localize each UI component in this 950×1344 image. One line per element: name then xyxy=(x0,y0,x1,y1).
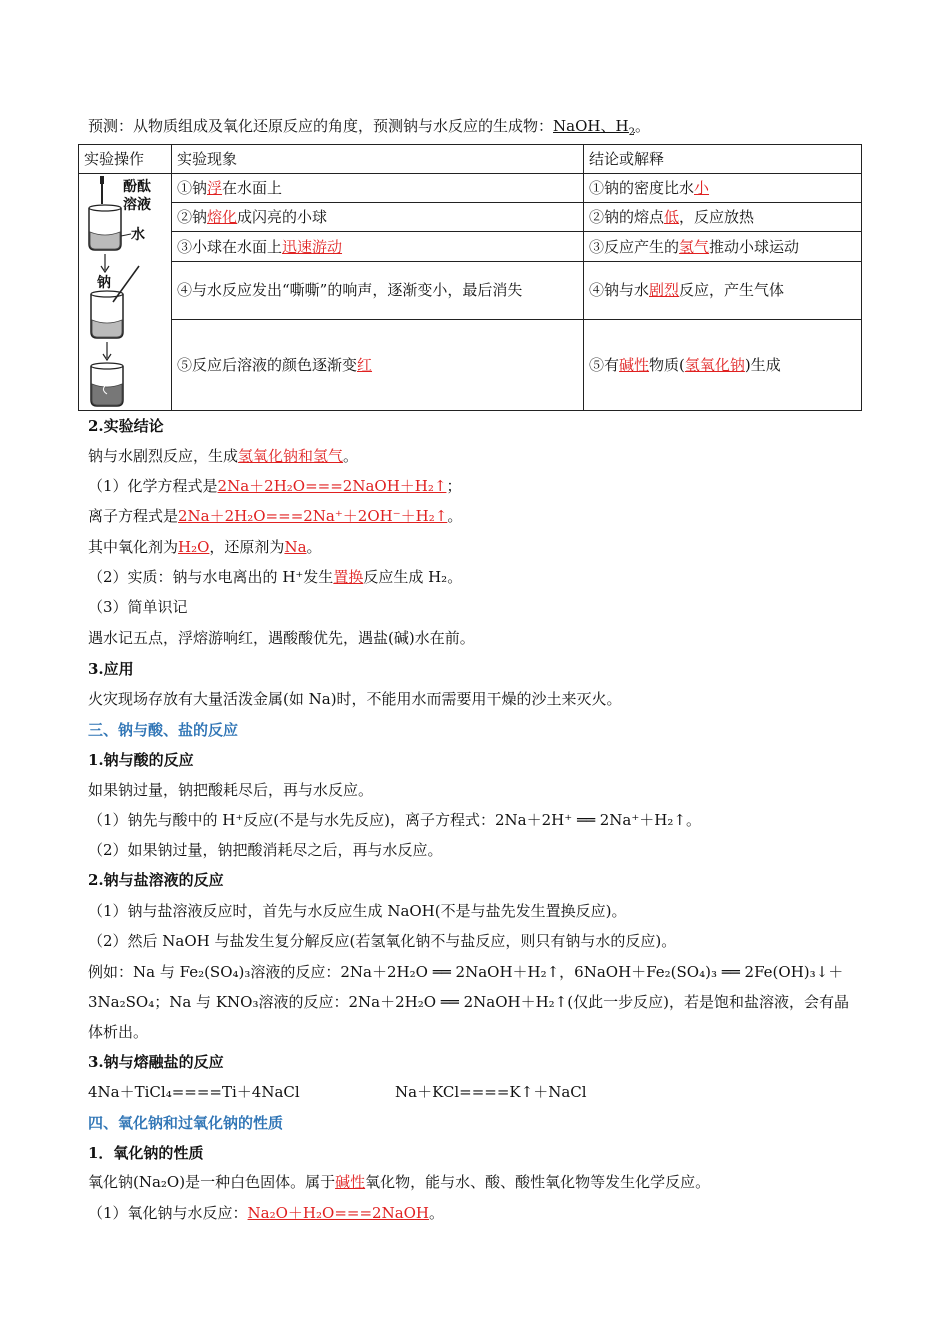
text: （1）氧化钠与水反应： xyxy=(88,1204,248,1222)
table-row xyxy=(79,261,862,319)
chapter-heading: 四、氧化钠和过氧化钠的性质 xyxy=(88,1114,284,1132)
paragraph: 火灾现场存放有大量活泼金属(如 Na)时，不能用水而需要用干燥的沙土来灭火。 xyxy=(88,690,622,708)
paragraph xyxy=(88,1172,710,1192)
con-key: 小 xyxy=(694,179,710,198)
paragraph xyxy=(88,506,462,526)
text: ，还原剂为 xyxy=(209,538,285,556)
con-text: 物质( xyxy=(649,356,685,375)
obs-text: ③小球在水面上 xyxy=(177,237,283,256)
equation: 4Na＋TiCl₄====Ti＋4NaCl xyxy=(88,1083,300,1101)
paragraph: 例如：Na 与 Fe₂(SO₄)₃溶液的反应：2Na＋2H₂O ══ 2NaOH＋H₂↑，6NaOH＋Fe₂(SO₄)₃ ══ 2Fe(OH)₃↓＋ xyxy=(88,963,844,981)
paragraph xyxy=(88,476,461,496)
section-title: 1.钠与酸的反应 xyxy=(88,751,194,769)
con-key: 碱性 xyxy=(619,356,650,375)
section-title: 3.钠与熔融盐的反应 xyxy=(88,1053,224,1071)
equation: 2Na＋2H₂O===2Na⁺＋2OH⁻＋H₂↑ xyxy=(178,507,448,525)
obs-text: ⑤反应后溶液的颜色逐渐变 xyxy=(177,356,358,375)
observation-cell xyxy=(172,203,584,232)
paragraph: 体析出。 xyxy=(88,1023,149,1041)
paragraph: （2）如果钠过量，钠把酸消耗尽之后，再与水反应。 xyxy=(88,841,443,859)
section-title: 3.应用 xyxy=(88,660,134,678)
label-indicator: 酚酞溶液 xyxy=(123,179,151,213)
paragraph xyxy=(88,446,358,466)
table-row xyxy=(79,232,862,261)
obs-text: ④与水反应发出“嘶嘶”的响声，逐渐变小，最后消失 xyxy=(177,281,523,300)
con-text: ③反应产生的 xyxy=(589,237,680,256)
conclusion-cell xyxy=(584,261,862,319)
con-text: 反应，产生气体 xyxy=(679,281,785,300)
experiment-figure xyxy=(79,174,163,410)
paragraph: 遇水记五点，浮熔游响红，遇酸酸优先，遇盐(碱)水在前。 xyxy=(88,629,475,647)
con-text: ④钠与水 xyxy=(589,281,650,300)
con-text: ①钠的密度比水 xyxy=(589,179,695,198)
text: 其中氧化剂为 xyxy=(88,538,179,556)
obs-text: ②钠 xyxy=(177,208,208,227)
prediction-line xyxy=(88,116,650,136)
prediction-end: 。 xyxy=(634,117,650,135)
chapter-heading: 三、钠与酸、盐的反应 xyxy=(88,721,239,739)
product-h-subscript: 2 xyxy=(628,127,635,138)
table-row xyxy=(79,320,862,411)
table-row xyxy=(79,174,862,203)
label-water: 水 xyxy=(131,227,145,243)
text: 。 xyxy=(429,1204,445,1222)
con-key: 低 xyxy=(664,208,680,227)
obs-key: 浮 xyxy=(207,179,223,198)
con-key: 氢气 xyxy=(679,237,710,256)
obs-key: 熔化 xyxy=(207,208,238,227)
obs-text: 成闪亮的小球 xyxy=(237,208,328,227)
con-text: )生成 xyxy=(744,356,781,375)
product-naoh: NaOH xyxy=(553,117,601,135)
obs-text: ①钠 xyxy=(177,179,208,198)
text: 。 xyxy=(343,447,359,465)
paragraph xyxy=(88,1203,444,1223)
section-title: 1．氧化钠的性质 xyxy=(88,1144,204,1162)
con-text: ，反应放热 xyxy=(679,208,755,227)
paragraph: （1）钠与盐溶液反应时，首先与水反应生成 NaOH(不是与盐先发生置换反应)。 xyxy=(88,902,627,920)
equation: 2Na＋2H₂O===2NaOH＋H₂↑ xyxy=(217,477,447,495)
equation: Na₂O＋H₂O===2NaOH xyxy=(247,1204,430,1222)
label-sodium: 钠 xyxy=(97,275,111,291)
header-conclusion: 结论或解释 xyxy=(584,145,862,174)
paragraph: 如果钠过量，钠把酸耗尽后，再与水反应。 xyxy=(88,781,374,799)
text: （2）实质：钠与水电离出的 H⁺发生 xyxy=(88,568,334,586)
text: 。 xyxy=(447,507,463,525)
conclusion-cell xyxy=(584,320,862,411)
paragraph: （1）钠先与酸中的 H⁺反应(不是与水先反应)，离子方程式：2Na＋2H⁺ ══ 2Na⁺＋H₂↑。 xyxy=(88,811,701,829)
text: 氧化物，能与水、酸、酸性氧化物等发生化学反应。 xyxy=(365,1173,711,1191)
experiment-table xyxy=(78,144,862,411)
con-text: 推动小球运动 xyxy=(709,237,800,256)
text: ； xyxy=(446,477,462,495)
conclusion-cell xyxy=(584,203,862,232)
text: 离子方程式是 xyxy=(88,507,179,525)
answer: 碱性 xyxy=(335,1173,366,1191)
table-header-row xyxy=(79,145,862,174)
header-operation: 实验操作 xyxy=(79,145,172,174)
obs-key: 迅速游动 xyxy=(282,237,343,256)
paragraph: 3Na₂SO₄；Na 与 KNO₃溶液的反应：2Na＋2H₂O ══ 2NaOH＋H₂↑(仅此一步反应)，若是饱和盐溶液，会有晶 xyxy=(88,993,849,1011)
obs-text: 在水面上 xyxy=(222,179,283,198)
paragraph: （3）简单识记 xyxy=(88,598,188,616)
paragraph xyxy=(88,567,462,587)
conclusion-cell xyxy=(584,174,862,203)
conclusion-cell xyxy=(584,232,862,261)
text: 反应生成 H₂。 xyxy=(363,568,463,586)
operation-figure-cell xyxy=(79,174,172,411)
observation-cell xyxy=(172,261,584,319)
answer: Na xyxy=(284,538,307,556)
con-key: 氢氧化钠 xyxy=(684,356,745,375)
observation-cell xyxy=(172,232,584,261)
paragraph xyxy=(88,537,322,557)
answer: 置换 xyxy=(333,568,364,586)
con-text: ⑤有 xyxy=(589,356,620,375)
product-separator: 、 xyxy=(600,117,616,135)
text: 。 xyxy=(306,538,322,556)
prediction-label: 预测：从物质组成及氧化还原反应的角度，预测钠与水反应的生成物： xyxy=(88,117,554,135)
obs-key: 红 xyxy=(357,356,373,375)
paragraph: （2）然后 NaOH 与盐发生复分解反应(若氢氧化钠不与盐反应，则只有钠与水的反应)。 xyxy=(88,932,677,950)
con-key: 剧烈 xyxy=(649,281,680,300)
observation-cell xyxy=(172,174,584,203)
table-row xyxy=(79,203,862,232)
observation-cell xyxy=(172,320,584,411)
section-title: 2.实验结论 xyxy=(88,417,164,435)
con-text: ②钠的熔点 xyxy=(589,208,665,227)
answer: 氢氧化钠和氢气 xyxy=(238,447,344,465)
product-h: H xyxy=(615,117,629,135)
prediction-products xyxy=(553,117,635,138)
section-title: 2.钠与盐溶液的反应 xyxy=(88,871,224,889)
header-phenomenon: 实验现象 xyxy=(172,145,584,174)
equation: Na＋KCl====K↑＋NaCl xyxy=(395,1083,587,1101)
text: 钠与水剧烈反应，生成 xyxy=(88,447,239,465)
text: （1）化学方程式是 xyxy=(88,477,218,495)
answer: H₂O xyxy=(178,538,210,556)
text: 氧化钠(Na₂O)是一种白色固体。属于 xyxy=(88,1173,336,1191)
